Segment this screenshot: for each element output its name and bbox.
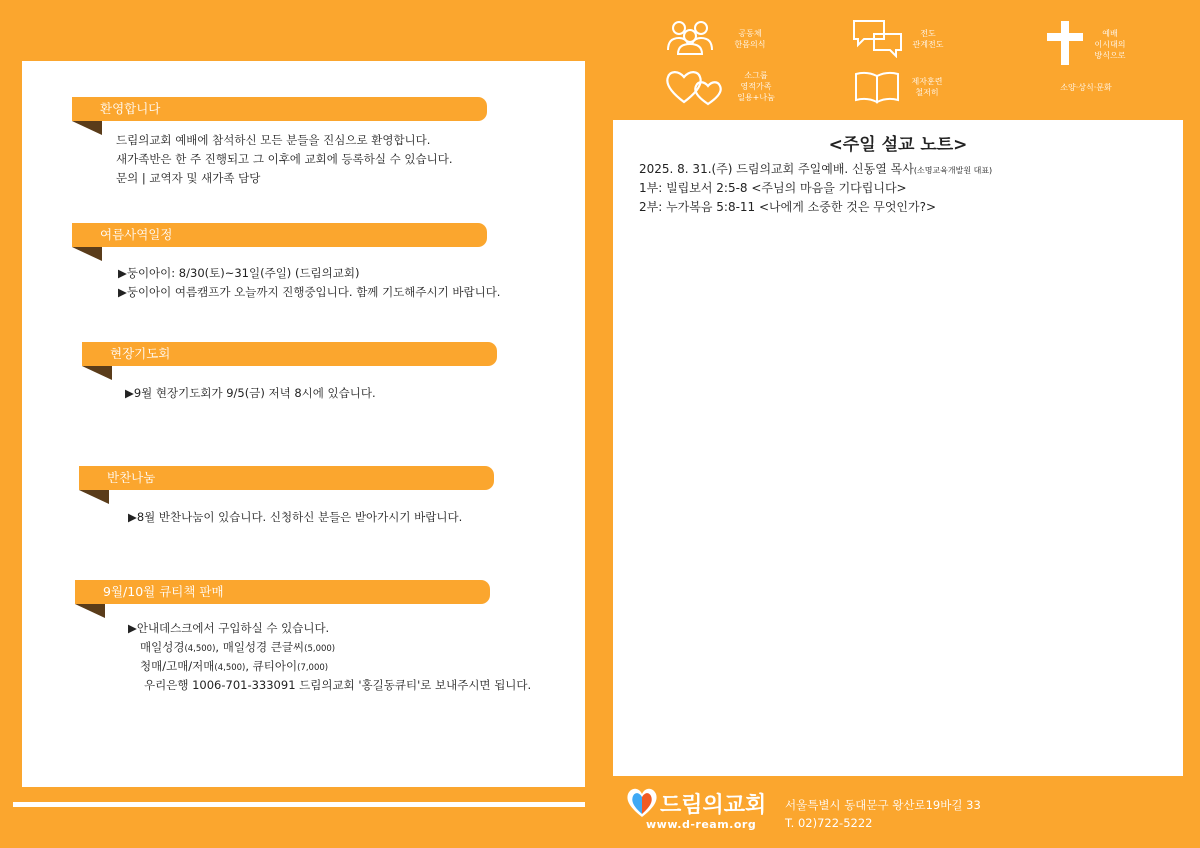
heading-fold [82,366,112,380]
icon-caption: 제자훈련 철저히 [911,77,943,97]
summer-body [118,264,500,302]
sidedish-line: ▶8월 반찬나눔이 있습니다. 신청하신 분들은 받아가시기 바랍니다. [128,510,463,524]
welcome-title: 환영합니다 [100,101,161,116]
welcome-line: 새가족반은 한 주 진행되고 그 이후에 교회에 등록하실 수 있습니다. [116,152,453,166]
church-address [785,796,981,832]
sermon-title: <주일 설교 노트> [828,135,968,155]
icon-caption: 소양·상식·문화 [1060,83,1112,92]
qt-line: 우리은행 1006-701-333091 드림의교회 '홍길동큐티'로 보내주시면 됩니다. [144,678,532,692]
church-url[interactable]: www.d-ream.org [646,818,757,831]
sidedish-heading [79,466,494,490]
qt-body [128,619,531,695]
prayer-body [125,384,376,403]
prayer-heading [82,342,497,366]
welcome-line: 문의 | 교역자 및 새가족 담당 [116,171,261,185]
welcome-body [116,131,453,188]
prayer-title: 현장기도회 [110,346,171,361]
qt-line: 매일성경(4,500), 매일성경 큰글씨(5,000) [140,640,336,654]
heading-fold [75,604,105,618]
heading-fold [72,247,102,261]
qt-line: ▶안내데스크에서 구입하실 수 있습니다. [128,621,330,635]
heading-fold [72,121,102,135]
sermon-notes-panel [613,120,1183,776]
prayer-line: ▶9월 현장기도회가 9/5(금) 저녁 8시에 있습니다. [125,386,376,400]
church-name: 드림의교회 [660,793,767,818]
summer-line: ▶둥이아이 여름캠프가 오늘까지 진행중입니다. 함께 기도해주시기 바랍니다. [118,285,501,299]
summer-heading [72,223,487,247]
icon-caption: 예배 이시대의 방식으로 [1094,29,1126,60]
qt-line: 청매/고매/저매(4,500), 큐티아이(7,000) [140,659,329,673]
icon-caption: 공동체 한몸의식 [734,29,766,49]
book-icon [853,70,901,108]
icon-caption: 전도 관계전도 [912,29,944,49]
hearts-icon [664,68,724,110]
qt-title: 9월/10월 큐티책 판매 [103,584,224,599]
divider-line [13,802,585,807]
address-line: 서울특별시 동대문구 왕산로19바길 33 [785,798,981,812]
sidedish-body [128,508,462,527]
sermon-line: 1부: 빌립보서 2:5-8 <주님의 마음을 기다립니다> [639,181,907,195]
icon-caption: 소그룹 영적가족 일용+나눔 [737,71,775,102]
summer-title: 여름사역일정 [100,227,173,242]
people-icon [664,20,716,60]
sermon-lines [639,160,992,217]
welcome-heading [72,97,487,121]
summer-line: ▶둥이아이: 8/30(토)~31일(주일) (드림의교회) [118,266,360,280]
heading-fold [79,490,109,504]
sermon-line: 2025. 8. 31.(주) 드림의교회 주일예배. 신동열 목사(소명교육개발원 대표) [639,162,993,176]
qt-heading [75,580,490,604]
cross-icon [1045,20,1085,70]
phone-line: T. 02)722-5222 [785,816,873,830]
sidedish-title: 반찬나눔 [107,470,156,485]
sermon-line: 2부: 누가복음 5:8-11 <나에게 소중한 것은 무엇인가?> [639,200,937,214]
welcome-line: 드림의교회 예배에 참석하신 모든 분들을 진심으로 환영합니다. [116,133,431,147]
speech-bubbles-icon [852,18,904,62]
